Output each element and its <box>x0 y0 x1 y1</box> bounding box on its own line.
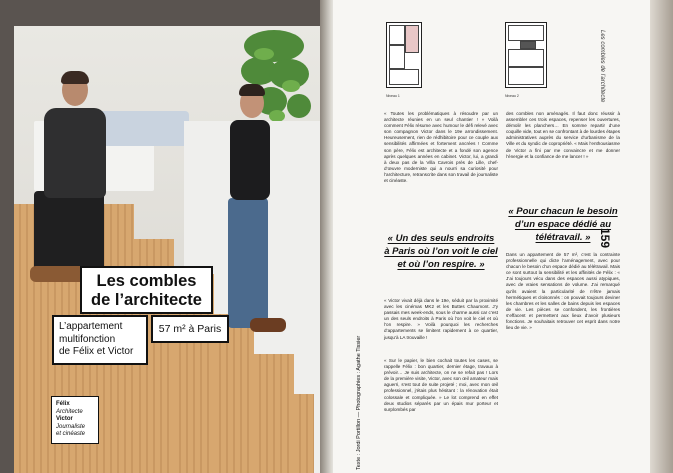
page-number: 159 <box>598 228 612 249</box>
floor-plan-level-2 <box>505 22 547 88</box>
resident-role-2b: et cinéaste <box>56 431 86 437</box>
plan-label-level-1: Niveau 1 <box>386 94 400 98</box>
pull-quote-2: « Pour chacun le besoin d’un espace dédié au télétravail. » <box>508 206 618 243</box>
plan-label-level-2: Niveau 2 <box>505 94 519 98</box>
area-badge: 57 m² à Paris <box>151 315 229 343</box>
article-credits: Texte : Jordi Portillon — Photographies : Agathe Tissier <box>356 335 362 470</box>
subtitle-line-1: L’appartement <box>59 321 123 332</box>
pull-quote-1: « Un des seuls endroits à Paris où l’on voit le ciel et où l’on respire. » <box>384 233 498 270</box>
title-line-2: de l’architecte <box>91 291 202 309</box>
residents-box <box>51 396 99 444</box>
title-line-1: Les combles <box>96 272 197 290</box>
subtitle-line-2: multifonction <box>59 333 116 345</box>
resident-role-2: Journaliste <box>56 423 86 430</box>
article-subtitle <box>52 315 148 365</box>
body-column-2-para-2: Dans un appartement de 57 m², c’est la contrainte professionnelle qui dicte l’aménagement, avec pour chacun le besoin d’un espace dédié au télétravail. Mais ce sont surtout la sensibilité et les affinités de Félix : « J’ai toujours vécu dans des espaces aussi atypiques, avec de vraies sensations de volume. J’ai remarqué qu’ils avaient la particularité de n’être jamais hermétiques et cloisonnés : on pouvait toujours deviner les chambres et les salles de bains depuis les espaces de vie. Les pièces se confondent, les frontières s’effacent et permettent aux lieux d’avoir plusieurs fonctions. Je souhaitais retrouver cet esprit dans notre lieu de vie. » <box>506 252 620 331</box>
resident-name-2: Victor <box>56 416 73 422</box>
body-column-2-para-1: des combles non aménagés. Il faut donc réussir à assembler ces trois espaces, repenser les ouvertures, démolir les planchers… En somme repartir d’une coquille vide, tout en se confrontant à de lourdes étapes administratives auprès du service d’urbanisme de la Ville et du syndic de copropriété. « Mais l’enthousiasme de Victor a fini par me convaincre et me donner l’énergie et la confiance de me lancer ! » <box>506 111 620 159</box>
resident-name-1: Félix <box>56 401 70 407</box>
resident-role-1: Architecte <box>56 408 83 415</box>
left-page <box>14 26 332 473</box>
body-column-1-para-2: « Victor vivait déjà dans le 19e, séduit par la proximité avec les cinémas MK2 et les Buttes Chaumont. J’y passais mes week-ends, sous le charme aussi car c’est un des seuls endroits à Paris où l’on voit le ciel et où l’on respire. » Voilà pourquoi les recherches d’appartements se limitent rapidement à ce quartier, jusqu’à LA trouvaille ! <box>384 298 498 340</box>
article-title <box>80 266 213 314</box>
running-head: Les combles de l’architecte <box>599 30 605 103</box>
body-column-1-para-3: « Sur le papier, le bien cochait toutes les cases, se rappelle Félix : bon quartier, dernier étage, travaux à prévoir… Je suis architecte, on ne se refait pas ! Lors de la première visite, Victor, avec son œil amateur mais aguerri, s’est tout de suite projeté ; moi, avec mon œil professionnel, j’étais plus hésitant : la rénovation était colossale et compliquée. » Le lot comprend en effet deux studios séparés par un épais mur porteur et surplombés par <box>384 358 498 412</box>
subtitle-line-3: de Félix et Victor <box>59 346 134 357</box>
body-column-1-para-1: « Toutes les problématiques à résoudre par un architecte réunies en un seul chantier ! » Voilà comment Félix résume avec humour le défi relevé avec son compagnon Victor dans le 19e arrondissement. Heureusement, rien de rédhibitoire pour ce couple aux sensibilités affirmées et fortement ancrées ! Comme son père, Félix est architecte et a fondé son agence après quelques années en cabinet. Victor, lui, a grandi à deux pas de la Villa Cavrois près de Lille, chef-d’œuvre moderniste qui a nourri sa curiosité pour l’architecture, retranscrite dans son travail de journaliste et cinéaste. <box>384 111 498 184</box>
floor-plan-level-1 <box>386 22 422 88</box>
page-edges <box>650 0 673 473</box>
